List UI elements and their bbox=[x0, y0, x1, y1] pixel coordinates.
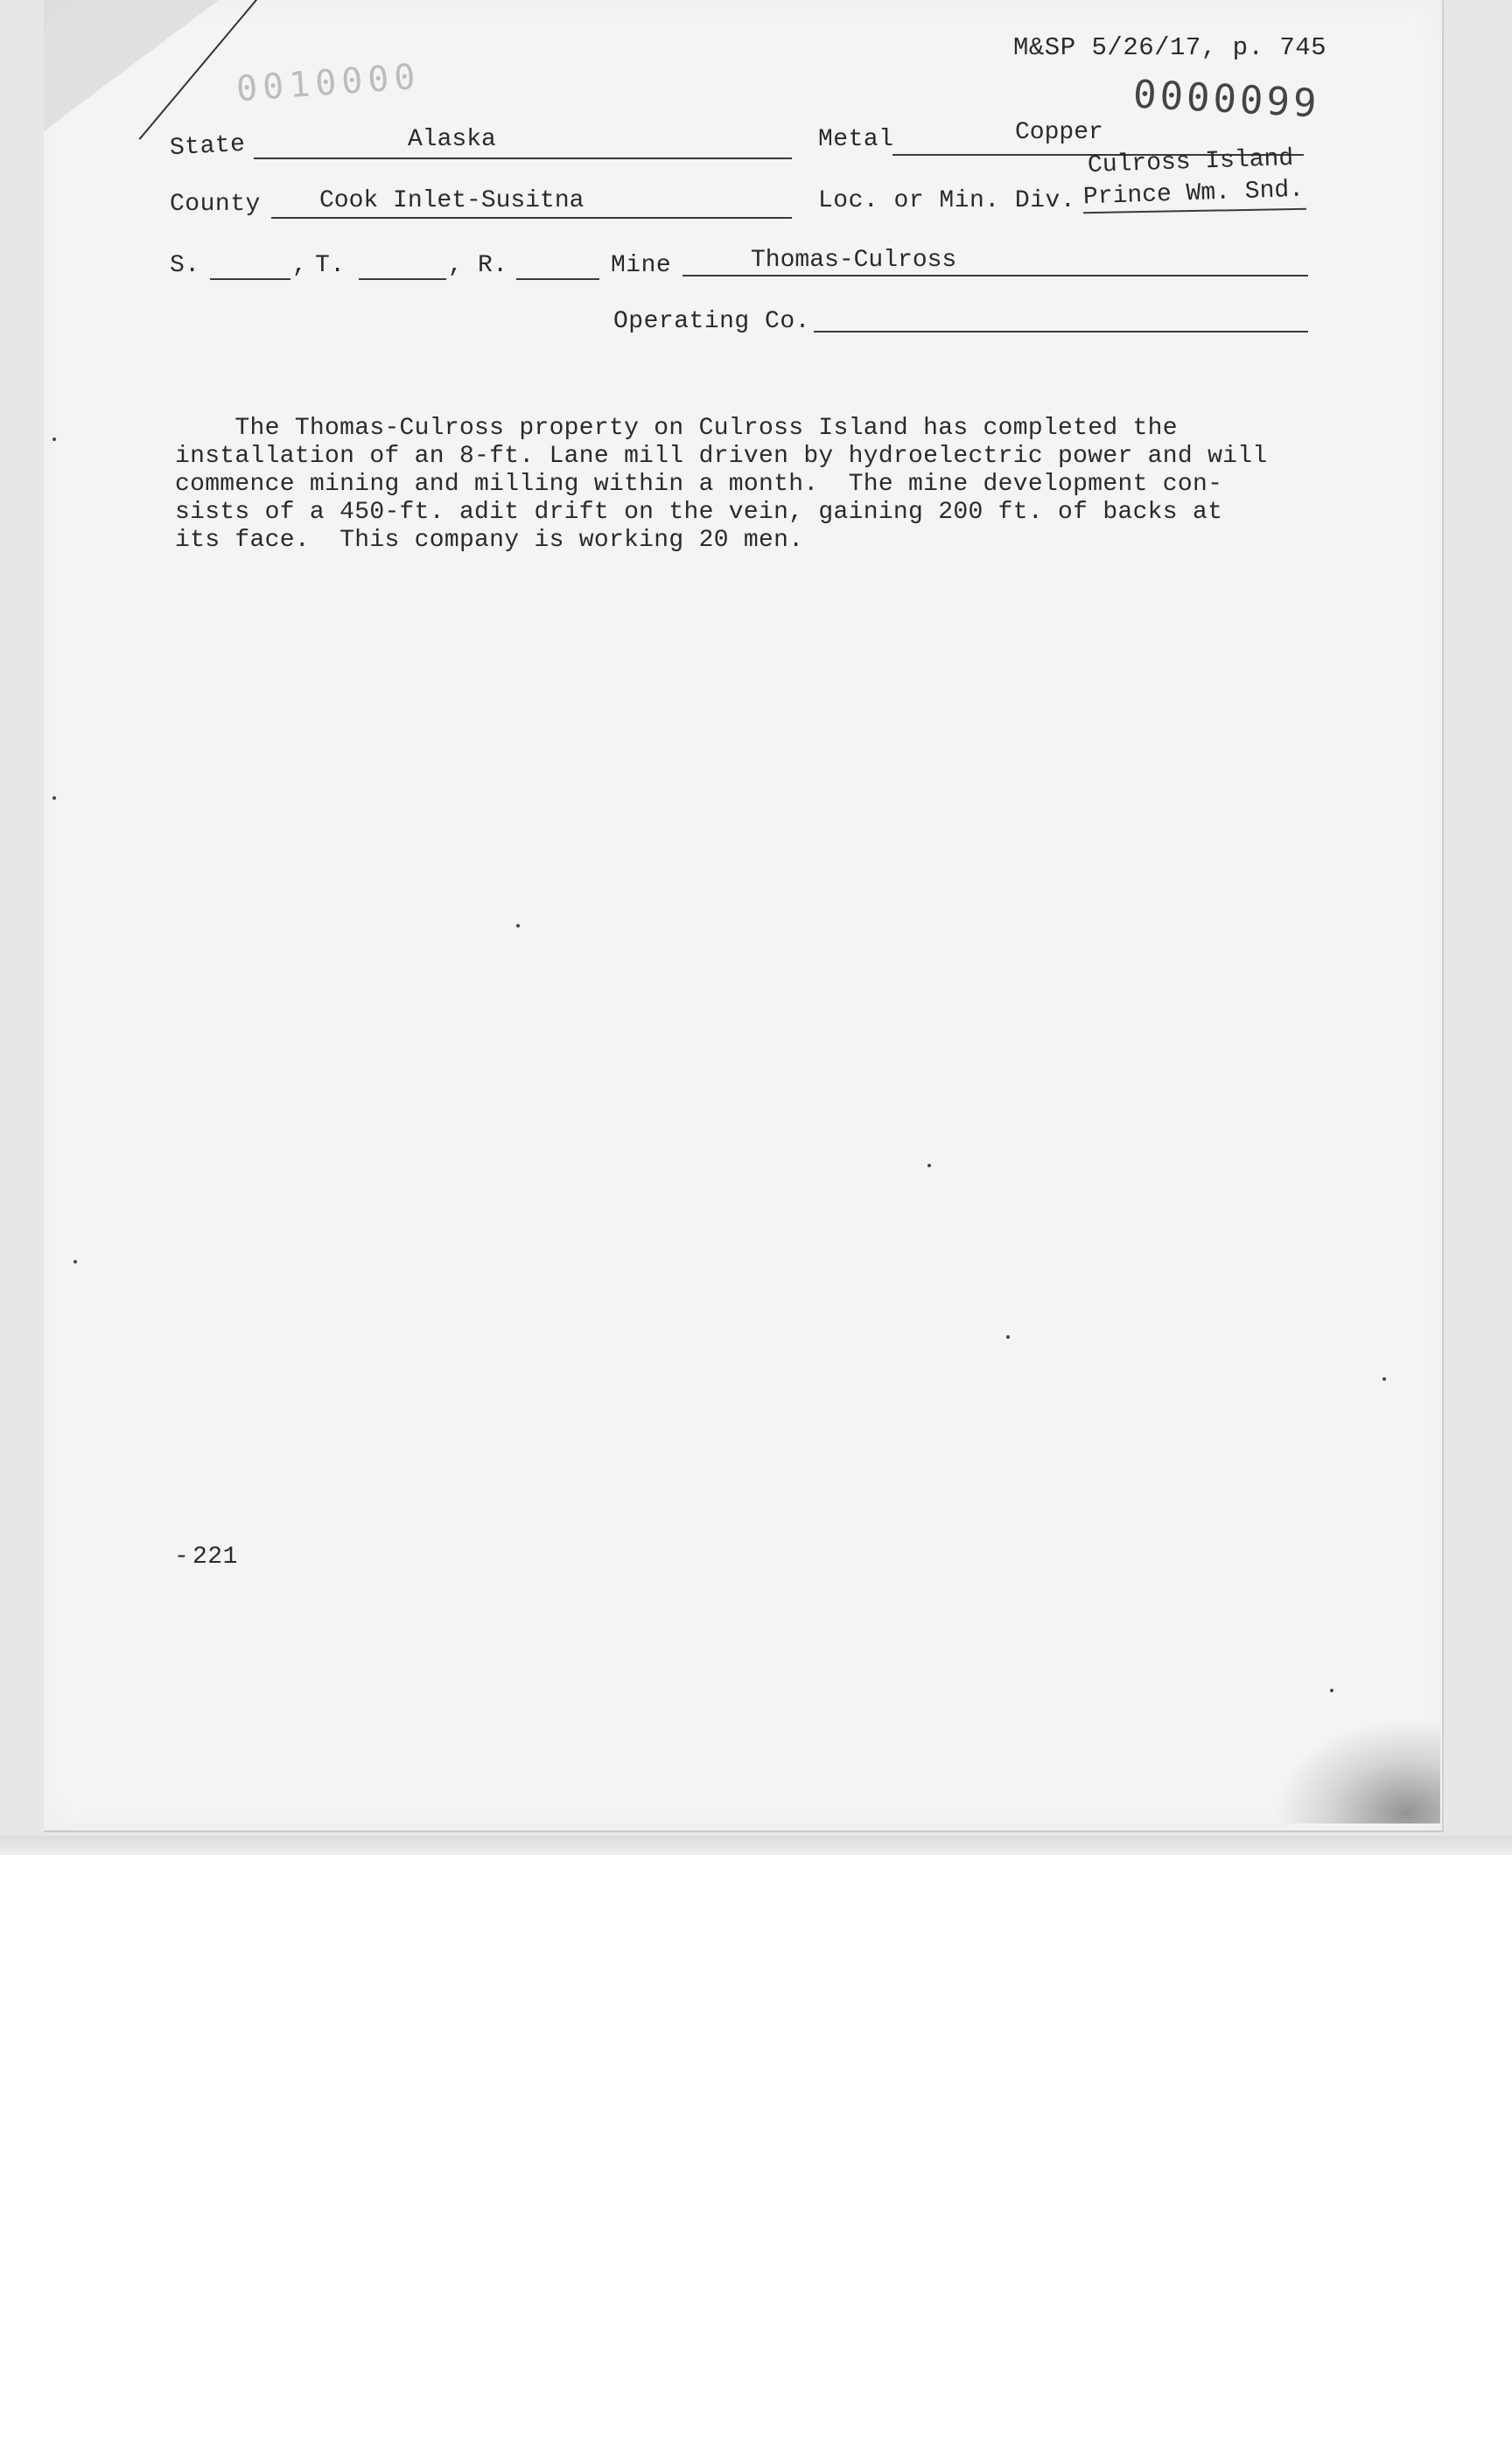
metal-label: Metal bbox=[818, 126, 894, 153]
state-label: State bbox=[169, 130, 247, 163]
scan-speck bbox=[1330, 1689, 1334, 1692]
faint-stamp-number: 0010000 bbox=[234, 56, 422, 110]
metal-value: Copper bbox=[1015, 119, 1103, 146]
range-line bbox=[516, 278, 599, 280]
state-value: Alaska bbox=[408, 126, 496, 153]
location-value-division: Prince Wm. Snd. bbox=[1082, 176, 1305, 212]
page-number: 221 bbox=[192, 1544, 238, 1571]
range-label: R. bbox=[478, 252, 508, 279]
report-paragraph: The Thomas-Culross property on Culross Island has completed the installation of an 8-ft. Lane mill driven by hydroelectric power and will commence mining and milling within a month. The mine development con- sists of a 450-ft. adit drift on the vein, gaining 200 ft. of backs at its face. This company is working 20 men. bbox=[175, 415, 1268, 554]
mine-line bbox=[682, 275, 1308, 276]
township-line bbox=[359, 278, 446, 280]
mine-value: Thomas-Culross bbox=[751, 247, 957, 274]
scan-speck bbox=[1382, 1377, 1386, 1381]
scan-speck bbox=[52, 438, 56, 441]
scan-speck bbox=[1006, 1335, 1010, 1339]
record-stamp-number: 0000099 bbox=[1131, 72, 1321, 127]
county-label: County bbox=[170, 191, 261, 218]
location-label: Loc. or Min. Div. bbox=[818, 187, 1076, 214]
corner-smudge bbox=[1274, 1718, 1440, 1824]
township-label: T. bbox=[315, 252, 346, 279]
scan-speck bbox=[516, 924, 520, 928]
state-line bbox=[254, 158, 792, 159]
county-line bbox=[271, 217, 792, 219]
page-number-tick: ‐ bbox=[174, 1544, 190, 1571]
section-comma: , bbox=[292, 252, 308, 279]
source-reference: M&SP 5/26/17, p. 745 bbox=[1013, 33, 1327, 62]
operating-company-line bbox=[814, 331, 1308, 332]
document-page bbox=[44, 0, 1444, 1832]
scan-speck bbox=[928, 1164, 931, 1167]
scan-speck bbox=[74, 1260, 77, 1264]
scan-speck bbox=[52, 796, 56, 800]
section-label: S. bbox=[170, 252, 200, 279]
mine-label: Mine bbox=[611, 252, 672, 279]
township-comma: , bbox=[448, 252, 464, 279]
location-value-island: Culross Island bbox=[1087, 144, 1294, 180]
folded-corner bbox=[44, 0, 219, 131]
county-value: Cook Inlet-Susitna bbox=[319, 187, 584, 214]
section-line bbox=[210, 278, 290, 280]
operating-company-label: Operating Co. bbox=[613, 308, 810, 335]
